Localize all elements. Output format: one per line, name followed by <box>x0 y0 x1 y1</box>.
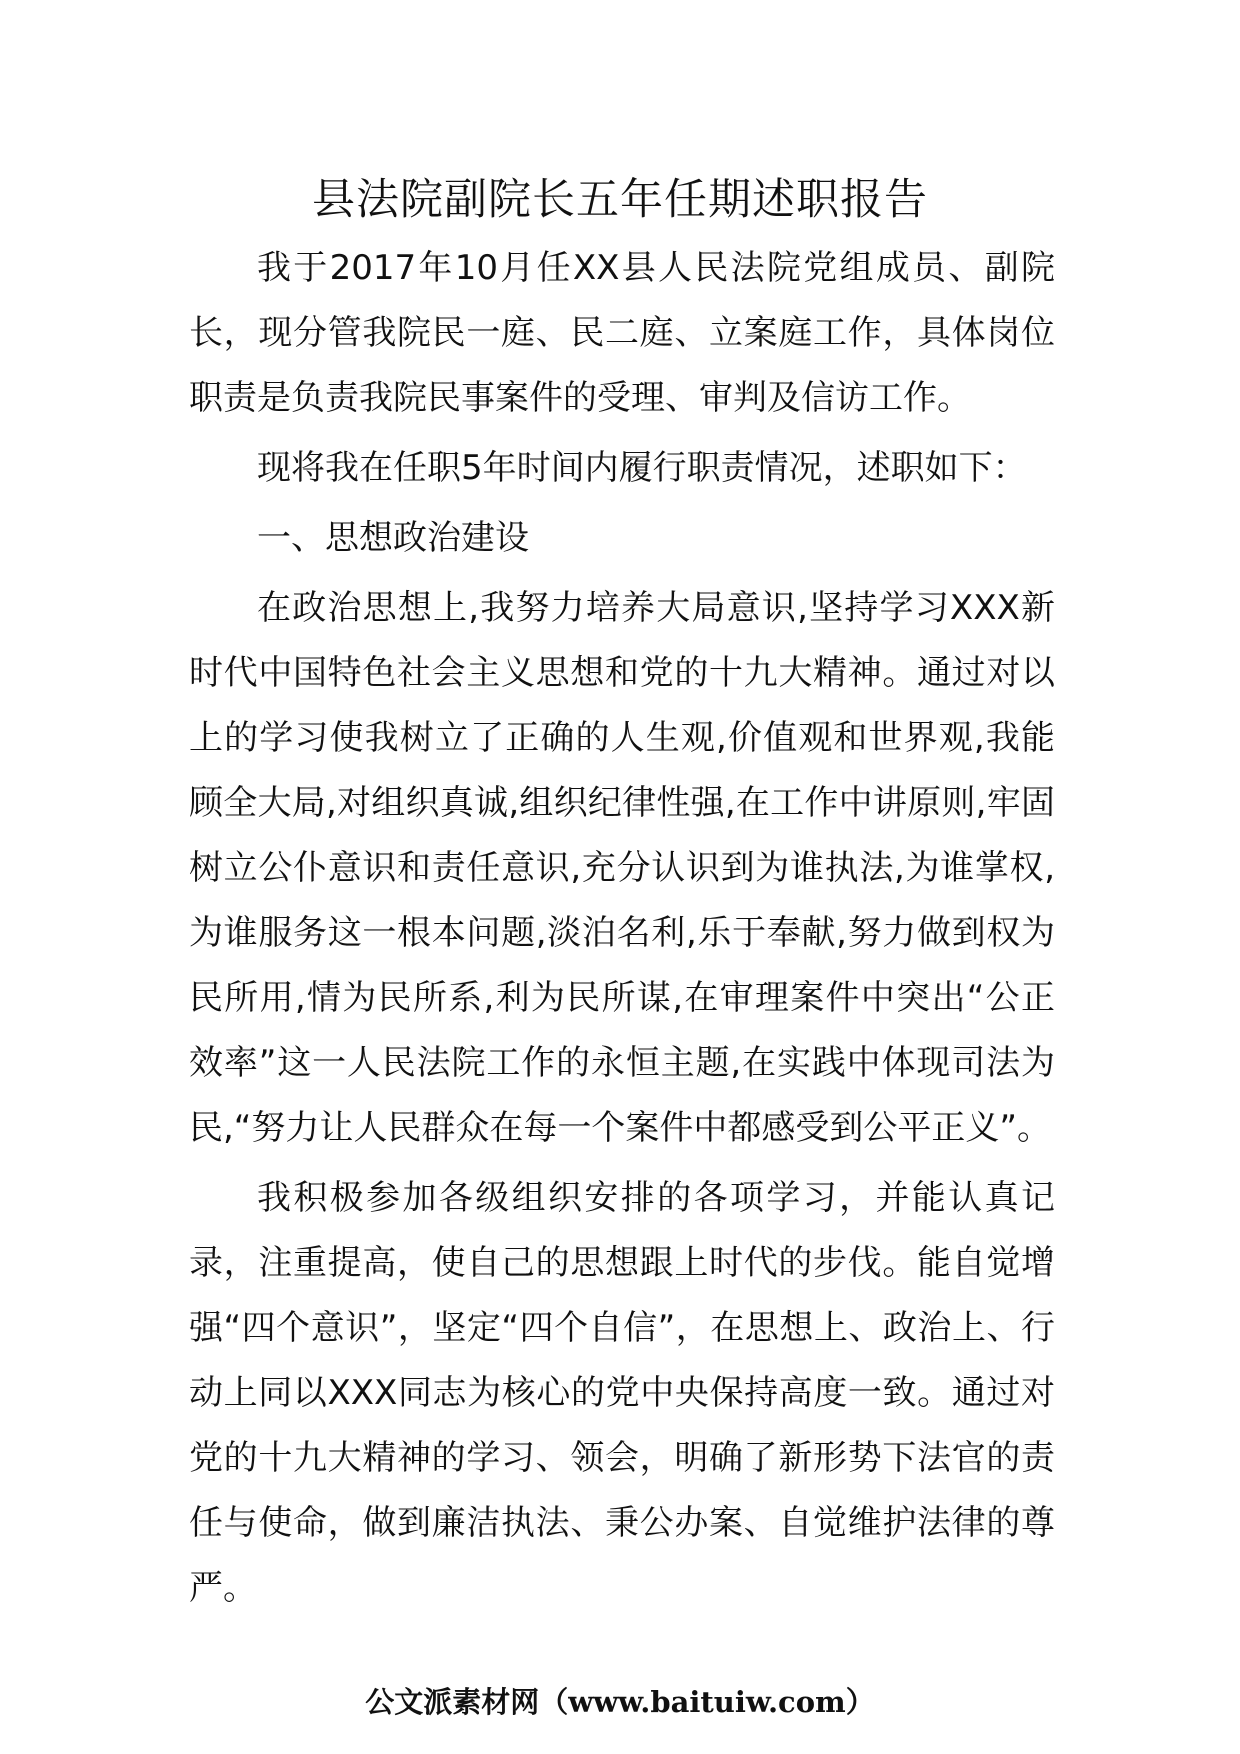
document-title: 县法院副院长五年任期述职报告 <box>312 175 928 225</box>
paragraph-study: 我积极参加各级组织安排的各项学习，并能认真记录，注重提高，使自己的思想跟上时代的步伐。能自觉增强“四个意识”，坚定“四个自信”，在思想上、政治上、行动上同以XXX同志为核心的党中央保持高度一致。通过对党的十九大精神的学习、领会，明确了新形势下法官的责任与使命，做到廉洁执法、秉公办案、自觉维护法律的尊严。 <box>189 1178 1055 1608</box>
paragraph-intro: 现将我在任职5年时间内履行职责情况，述职如下： <box>257 448 1027 488</box>
footer-source-watermark: 公文派素材网（www.baituiw.com） <box>365 1685 875 1719</box>
paragraph-appointment: 我于2017年10月任XX县人民法院党组成员、副院长，现分管我院民一庭、民二庭、立案庭工作，具体岗位职责是负责我院民事案件的受理、审判及信访工作。 <box>189 248 1055 418</box>
document-body <box>189 236 1055 1626</box>
section-heading-ideology: 一、思想政治建设 <box>257 518 529 558</box>
paragraph-political-thought: 在政治思想上,我努力培养大局意识,坚持学习XXX新时代中国特色社会主义思想和党的十九大精神。通过对以上的学习使我树立了正确的人生观,价值观和世界观,我能顾全大局,对组织真诚,组织纪律性强,在工作中讲原则,牢固树立公仆意识和责任意识,充分认识到为谁执法,为谁掌权,为谁服务这一根本问题,淡泊名利,乐于奉献,努力做到权为民所用,情为民所系,利为民所谋,在审理案件中突出“公正效率”这一人民法院工作的永恒主题,在实践中体现司法为民,“努力让人民群众在每一个案件中都感受到公平正义”。 <box>189 588 1055 1148</box>
